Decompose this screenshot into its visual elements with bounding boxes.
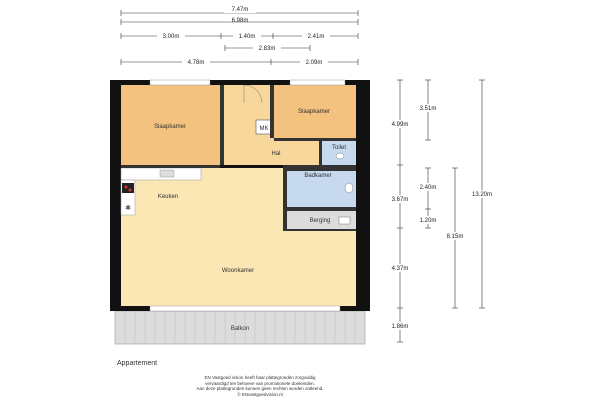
dim-inner-width: 6.98m — [231, 18, 249, 24]
disclaimer-line: Aan deze plattegronden kunnen geen rechten worden ontleend. — [196, 386, 324, 392]
window-top-left — [150, 80, 210, 85]
fan-icon: ✱ — [125, 205, 131, 212]
disclaimer-line: © ENvastgoedvision.nl — [237, 391, 283, 397]
room-label-balkon: Balkon — [230, 326, 250, 332]
dim-left-bedroom-width: 3.00m — [162, 34, 180, 40]
right-dimensions — [397, 80, 485, 342]
washbasin-icon — [345, 183, 353, 193]
dim-living-depth-total: 8.15m — [446, 234, 464, 240]
dim-middle-depth: 3.67m — [391, 197, 409, 203]
dim-bath-width: 2.09m — [305, 60, 323, 66]
burner-icon — [129, 189, 132, 192]
dim-living-width: 4.78m — [187, 60, 205, 66]
window-bottom — [150, 306, 340, 311]
dim-bathroom-depth: 2.40m — [419, 185, 437, 191]
room-label-keuken: Keuken — [157, 194, 179, 200]
room-label-toilet: Toilet — [331, 145, 347, 151]
dim-balcony-depth: 1.86m — [391, 324, 409, 330]
window-top-right — [290, 80, 345, 85]
dim-right-bedroom-width: 2.41m — [307, 34, 325, 40]
room-label-slaapkamer-right: Slaapkamer — [297, 109, 331, 115]
dim-storage-depth: 1.20m — [419, 218, 437, 224]
disclaimer-line: vervaardigd ten behoeve van promotionele doeleinden. — [205, 380, 315, 386]
burner-icon — [125, 186, 128, 189]
dim-north-depth: 4.99m — [391, 122, 409, 128]
boiler-icon — [339, 217, 350, 224]
room-label-slaapkamer-left: Slaapkamer — [153, 124, 187, 130]
sink-icon — [160, 170, 174, 177]
disclaimer-line: EN Vastgoed vision heeft haar plattegronden zorgvuldig — [204, 375, 316, 380]
dim-total-width: 7.47m — [231, 7, 249, 13]
dim-middle-width: 2.83m — [258, 46, 276, 52]
dim-total-depth: 13.20m — [471, 192, 493, 198]
room-label-badkamer: Badkamer — [304, 173, 332, 179]
dim-living-depth: 4.37m — [391, 266, 409, 272]
room-label-hal: Hal — [271, 151, 281, 157]
plan-title: Appartement — [117, 360, 158, 367]
toilet-icon — [336, 153, 344, 159]
room-label-mk: MK — [259, 126, 269, 132]
room-label-woonkamer: Woonkamer — [221, 268, 255, 274]
disclaimer — [160, 375, 360, 397]
room-label-berging: Berging — [309, 218, 331, 224]
cooktop-icon — [122, 183, 134, 193]
dim-hall-width: 1.40m — [238, 34, 256, 40]
dim-bedroom-depth: 3.51m — [419, 106, 437, 112]
